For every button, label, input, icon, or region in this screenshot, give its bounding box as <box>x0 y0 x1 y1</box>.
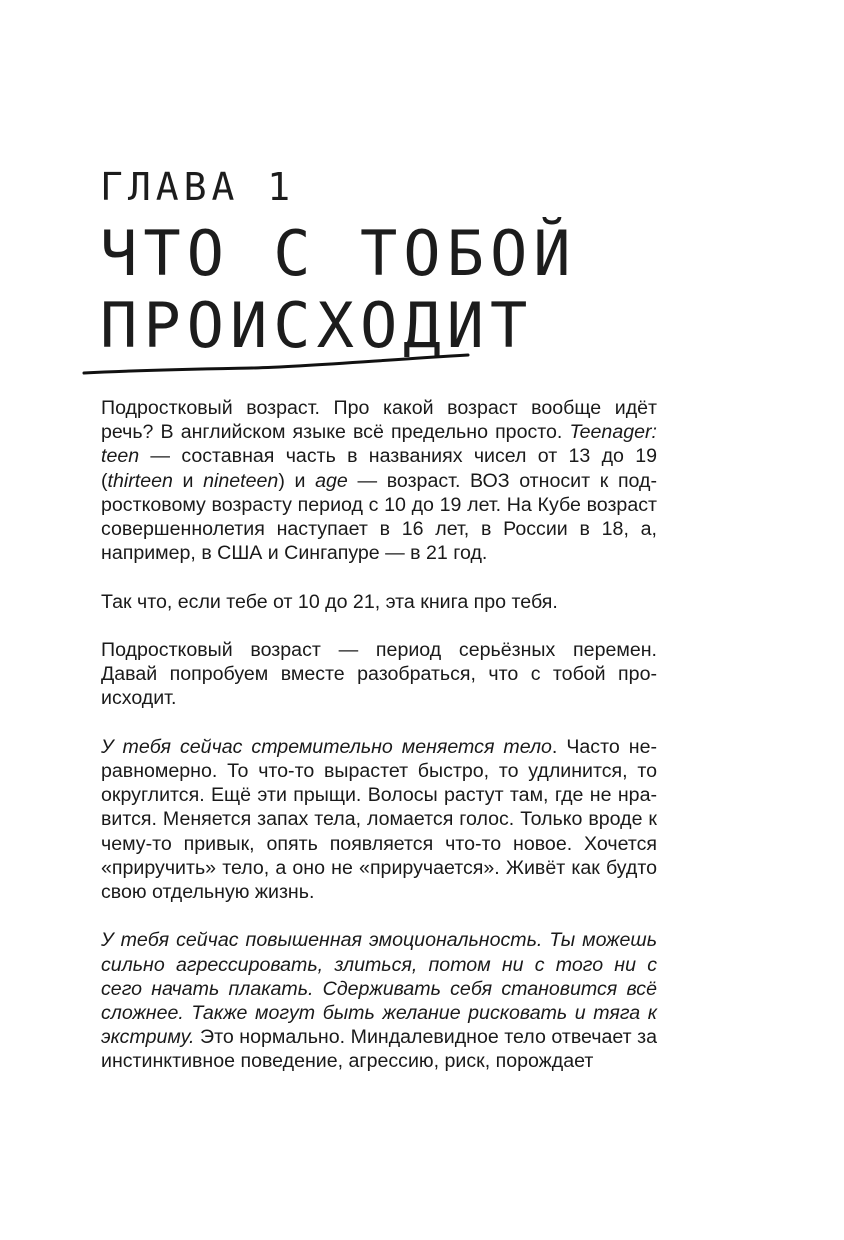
body-text <box>101 396 657 1098</box>
italic-text: teen <box>101 445 140 468</box>
text-span: Подростковый возраст. Про какой возраст вообще идёт речь? В английском языке всё предельно просто. <box>101 397 657 444</box>
text-span: — возраст. ВОЗ относит к подростковому возрасту период с 10 до 19 лет. На Кубе возраст совершеннолетия наступает в 16 лет, в России в 18, а, например, в США и Сингапуре — в 21 год. <box>101 469 657 565</box>
italic-text: У тебя сейчас стремительно меняется тело <box>101 735 552 758</box>
chapter-title <box>100 218 577 362</box>
text-span: Это нормально. Миндалевидное тело отвечает за инстинктивное поведение, агрессию, риск, порождает <box>101 1026 657 1073</box>
paragraph <box>101 735 657 904</box>
italic-text: thirteen <box>107 469 173 492</box>
text-span: Так что, если тебе от 10 до 21, эта книга про тебя. <box>101 590 558 613</box>
text-span: — составная часть в названиях чисел от 13 до 19 ( <box>101 445 657 492</box>
paragraph <box>101 638 657 711</box>
paragraph <box>101 928 657 1073</box>
italic-text: nineteen <box>203 469 279 492</box>
italic-text: Teenager: <box>569 421 657 444</box>
italic-text: У тебя сейчас повышенная эмоциональность. Ты можешь сильно агрессировать, злиться, потом ни с того ни с сего начать плакать. Сдерживать себя становится всё сложнее. Также могут быть желание рисковать и тяга к экстриму. <box>101 929 657 1049</box>
chapter-heading <box>100 162 577 362</box>
title-underline <box>82 348 472 378</box>
paragraph <box>101 590 657 614</box>
paragraph <box>101 396 657 565</box>
text-span: ) и <box>278 469 316 492</box>
italic-text: age <box>315 469 348 492</box>
chapter-title-line-1: ЧТО С ТОБОЙ <box>100 217 577 290</box>
text-span: . Часто неравномерно. То что-то вырастет быстро, то удлинится, то округлится. Ещё эти прыщи. Волосы растут там, где не нравится. Меняется запах тела, ломается голос. Только вроде к чему-то привык, опять появляется что-то новое. Хочется «приручить» тело, а оно не «приручается». Живёт как будто свою отдельную жизнь. <box>101 735 657 904</box>
text-span: Подростковый возраст — период серьёзных перемен. Давай попробуем вместе разобраться, что с тобой происходит. <box>101 639 657 710</box>
text-span: и <box>172 469 204 492</box>
chapter-title-line-2: ПРОИСХОДИТ <box>100 289 534 362</box>
chapter-label: ГЛАВА 1 <box>100 165 296 209</box>
